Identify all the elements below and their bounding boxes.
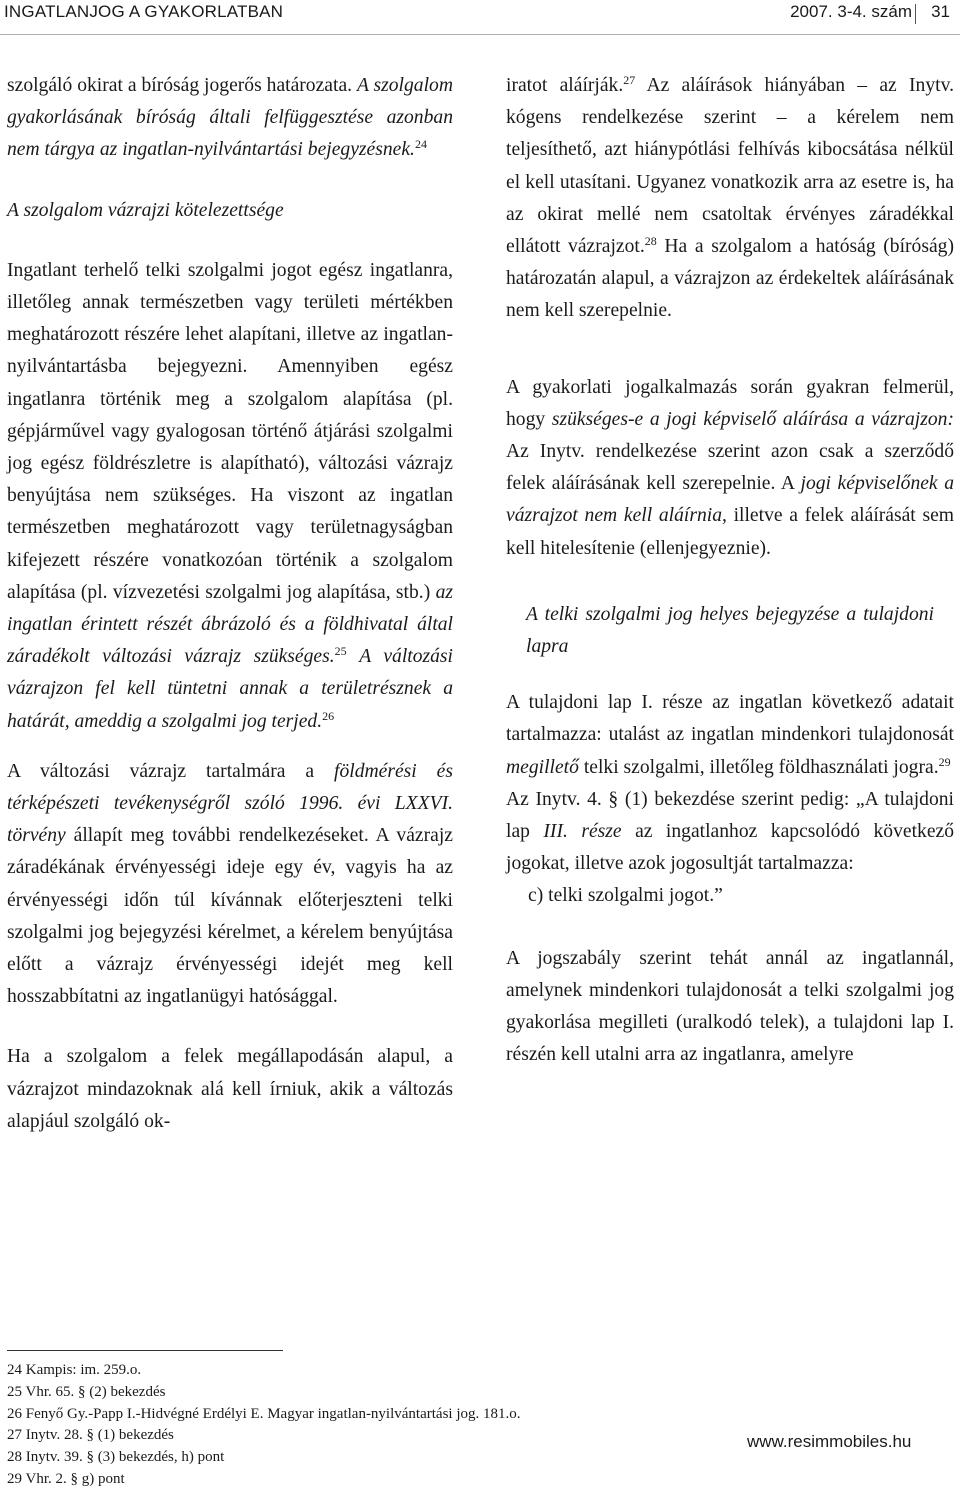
p1-a: iratot aláírják. — [506, 75, 624, 96]
p2-b: Az Inytv. rendelkezése szerint azon csak a szerződő felek aláírásának kell szerepelnie. A — [506, 441, 954, 495]
footnote-number: 24 — [7, 1362, 22, 1378]
footnote-text: Inytv. 28. § (1) bekezdés — [25, 1427, 174, 1444]
header-divider — [915, 4, 916, 24]
footnote-separator — [7, 1350, 283, 1351]
p3-italic: megillető — [506, 756, 579, 778]
footnote-number: 27 — [7, 1427, 22, 1444]
paragraph-vazrajz-tartalom — [7, 756, 453, 1014]
footnote-ref-25: 25 — [334, 644, 347, 659]
p2-c: illetve a felek aláírását sem kell hitelesítenie (ellenjegyeznie). — [506, 505, 955, 559]
p4-italic: III. része — [543, 821, 622, 843]
footnote-number: 25 — [7, 1383, 22, 1400]
footnote-text: Kampis: im. 259.o. — [25, 1362, 142, 1378]
website-url: www.resimmobiles.hu — [747, 1432, 912, 1451]
footnote-ref-24: 24 — [414, 137, 427, 152]
p2-italic-b: jogi képviselőnek a vázrajzot nem kell aláírnia, — [506, 473, 954, 527]
footnote-text: Vhr. 65. § (2) bekezdés — [25, 1383, 166, 1400]
p2-italic: földmérési és térképészeti tevékenységről szóló 1996. évi LXXVI. törvény — [7, 760, 453, 847]
p3-b: telki szolgalmi, illetőleg földhasználati jogra. — [583, 756, 939, 778]
footnote-ref-29: 29 — [938, 754, 951, 769]
p2-italic-a: szükséges-e a jogi képviselő aláírása a vázrajzon: — [551, 408, 954, 430]
p4-a: Az Inytv. 4. § (1) bekezdése szerint pedig: „A tulajdoni lap — [506, 788, 954, 843]
paragraph-jogszabaly: A jogszabály szerint tehát annál az ingatlannál, amelynek mindenkori tulajdonosát a telki szolgalmi jog gyakorlása megilleti (uralkodó telek), a tulajdoni lap I. részén kell utalni arra az ingatlanra, amelyre — [506, 947, 954, 1066]
p2-start: A változási vázrajz tartalmára a — [7, 760, 315, 782]
left-column — [7, 70, 453, 1138]
footnote-27 — [7, 1425, 707, 1447]
footnote-ref-28: 28 — [644, 234, 657, 249]
footnote-29 — [7, 1469, 707, 1491]
footnote-number: 29 — [7, 1470, 22, 1487]
paragraph-alairasok — [506, 70, 954, 328]
issue-label: 2007. 3-4. szám — [790, 2, 912, 21]
p1-c: Ha a szolgalom a hatóság (bíróság) határozatán alapul, a vázrajzon az érdekeltek aláírásának nem kell szerepelnie. — [506, 236, 954, 322]
p1-italic-a: az ingatlan érintett részét ábrázoló és a földhivatal által záradékolt változási vázrajz szükséges. — [7, 581, 453, 668]
section-heading-tulajdoni-lap: A telki szolgalmi jog helyes bejegyzése a tulajdoni lapra — [526, 603, 934, 658]
section-heading-vazrajz: A szolgalom vázrajzi kötelezettsége — [7, 199, 284, 221]
p2-rest: állapít meg további rendelkezéseket. A vázrajz záradékának érvényességi ideje egy év, vagyis ha az érvényességi időn túl kívánnak előterjeszteni telki szolgalmi jog bejegyzési kérelmet, a kérelem benyújtása előtt a vázrajz érvényességi idejét meg kell hosszabbítatni az ingatlanügyi hatósággal. — [7, 825, 453, 1008]
footnote-26 — [7, 1404, 707, 1426]
p1-b: Az aláírások hiányában – az Inytv. kógens rendelkezése szerint – a kérelem nem teljesíthető, azt hiánypótlási felhívás kibocsátása nélkül el kell utasítani. Ugyanez vonatkozik arra az esetre is, ha az okirat mellé nem csatoltak érvényes záradékkal ellátott vázrajzot. — [506, 75, 954, 258]
footnote-ref-27: 27 — [623, 73, 636, 87]
footnote-text: Inytv. 39. § (3) bekezdés, h) pont — [25, 1449, 225, 1466]
paragraph-szolgalom-alapitas — [7, 255, 453, 738]
footnote-ref-26: 26 — [322, 708, 335, 723]
paragraph-inytv-4 — [506, 784, 954, 881]
paragraph-telki-szolgalmi-jogot: c) telki szolgalmi jogot.” — [528, 885, 723, 907]
footnote-24 — [7, 1360, 707, 1382]
right-column — [506, 70, 954, 1071]
footnotes — [7, 1360, 707, 1491]
p1-text: Ingatlant terhelő telki szolgalmi jogot egész ingatlanra, illetőleg annak természetben vagy területi mértékben meghatározott részére lehet alapítani, illetve az ingatlan-nyilvántartásba bejegyezni. Amennyiben egész ingatlanra történik meg a szolgalom alapítása (pl. gépjárművel vagy gyalogosan történő átjárási szolgalmi jog egész földrészletre is alapítható), változási vázrajz benyújtása nem szükséges. Ha viszont az ingatlan természetben meghatározott vagy területnagyságban kifejezett részére vonatkozóan történik a szolgalom alapítása (pl. vízvezetési szolgalmi jog alapítása, stb.) — [7, 259, 453, 603]
footnote-28 — [7, 1447, 707, 1469]
p2-a: A gyakorlati jogalkalmazás során gyakran felmerül, hogy — [506, 376, 954, 430]
paragraph-tulajdoni-lap-I — [506, 687, 954, 784]
intro-italic: A szolgalom gyakorlásának bíróság általi felfüggesztése azonban nem tárgya az ingatlan-nyilvántartási bejegyzésnek. — [7, 75, 453, 161]
paragraph-megallapodas: Ha a szolgalom a felek megállapodásán alapul, a vázrajzot mindazoknak alá kell írniuk, akik a változás alapjául szolgáló ok- — [7, 1046, 453, 1132]
footnote-text: Vhr. 2. § g) pont — [25, 1470, 125, 1487]
p1-italic-b: A változási vázrajzon fel kell tüntetni annak a területrésznek a határát, ameddig a szolgalmi jog terjed. — [7, 646, 453, 732]
footnote-number: 28 — [7, 1449, 22, 1466]
journal-title: INGATLANJOG A GYAKORLATBAN — [4, 2, 284, 21]
footnote-text: Fenyő Gy.-Papp I.-Hidvégné Erdélyi E. Magyar ingatlan-nyilvántartási jog. 181.o. — [25, 1405, 521, 1422]
paragraph-jogi-kepviselo — [506, 372, 954, 565]
p3-a: A tulajdoni lap I. része az ingatlan következő adatait tartalmazza: utalást az ingatlan mindenkori tulajdonosát — [506, 692, 954, 746]
p4-b: az ingatlanhoz kapcsolódó következő jogokat, illetve azok jogosultját tartalmazza: — [506, 821, 955, 875]
footnote-25 — [7, 1382, 707, 1404]
intro-line: szolgáló okirat a bíróság jogerős határozata. — [7, 75, 353, 96]
intro-paragraph — [7, 70, 453, 167]
footnote-number: 26 — [7, 1405, 22, 1422]
page-number: 31 — [931, 2, 950, 21]
running-header — [0, 0, 960, 35]
